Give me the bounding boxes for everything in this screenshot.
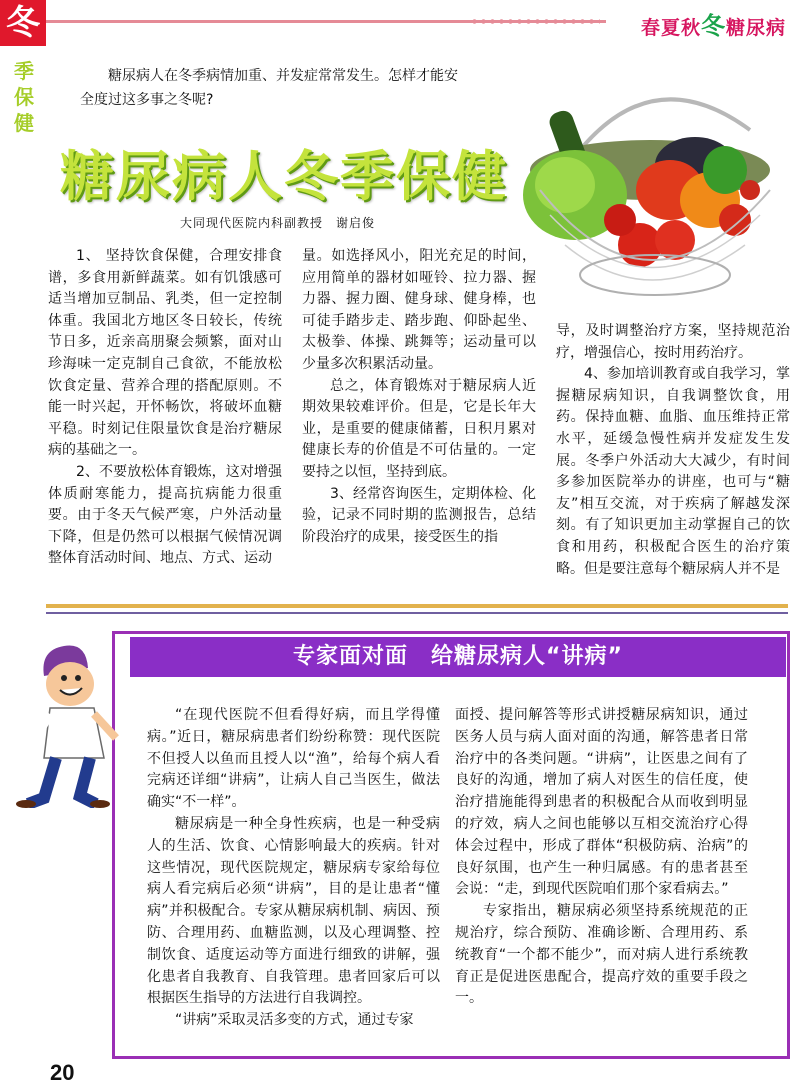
article-paragraph: 1、 坚持饮食保健，合理安排食谱，多食用新鲜蔬菜。如有饥饿感可适当增加豆制品、乳类，但一定控制体重。我国北方地区冬日较长，传统节日多，近亲高朋聚会频繁，面对山珍海味一定克制自己食欲，不能放松饮食定量、营养合理的搭配原则。不能一时兴起，开怀畅饮，将破坏血糖平稳。时刻记住限量饮食是治疗糖尿病的基础之一。 (48, 248, 282, 459)
feature-banner: 专家面对面 给糖尿病人“讲病” (130, 637, 786, 677)
article-paragraph: 总之，体育锻炼对于糖尿病人近期效果较难评价。但是，它是长年大业，是重要的健康储蓄，日积月累对健康长寿的价值是不可估量的。一定要持之以恒，坚持到底。 (302, 377, 536, 480)
feature-column-left (147, 705, 440, 1032)
feature-paragraph: 面授、提问解答等形式讲授糖尿病知识，通过医务人员与病人面对面的沟通，解答患者日常治疗中的各类问题。“讲病”，让医患之间有了良好的沟通，增加了病人对医生的信任度，使治疗措施能得到患者的积极配合从而收到明显的疗效，病人之间也能够以互相交流治疗心得体会过程中，形成了群体“积极防病、治病”的良好氛围，也产生一种归属感。有的患者甚至会说：“走，到现代医院咱们那个家看病去。” (455, 707, 748, 898)
series-highlight: 冬 (700, 11, 726, 40)
article-column-2 (302, 246, 536, 548)
feature-column-right (455, 705, 748, 1010)
article-intro: 糖尿病人在冬季病情加重、并发症常常发生。怎样才能安全度过这多事之冬呢? (80, 68, 458, 108)
vertical-label (12, 58, 36, 136)
article-paragraph: 导，及时调整治疗方案，坚持规范治疗，增强信心，按时用药治疗。 (556, 323, 790, 361)
cartoon-doctor-image (14, 628, 124, 808)
feature-paragraph: “讲病”采取灵活多变的方式，通过专家 (175, 1012, 414, 1029)
article-paragraph: 4、参加培训教育或自我学习，掌握糖尿病知识，自我调整饮食，用药。保持血糖、血脂、血压维持正常水平，延缓急慢性病并发症发生发展。冬季户外活动大大减少，有时间多参加医院举办的讲座，也可与“糖友”相互交流，对于疾病了解越发深刻。有了知识更加主动掌握自己的饮食和用药，积极配合医生的治疗策略。但是要注意每个糖尿病人并不是 (556, 366, 790, 577)
article-paragraph: 3、经常咨询医生，定期体检、化验，记录不同时期的监测报告，总结阶段治疗的成果，接受医生的指 (302, 485, 536, 545)
article-title: 糖尿病人冬季保健 (60, 145, 508, 208)
vertical-char: 保 (14, 85, 34, 109)
series-part1: 春夏秋 (640, 17, 701, 39)
vegetable-basket-image (520, 70, 790, 310)
header-dots (470, 17, 600, 26)
section-tag: 冬 (0, 0, 46, 46)
feature-paragraph: “在现代医院不但看得好病，而且学得懂病。”近日，糖尿病患者们纷纷称赞：现代医院不但授人以鱼而且授人以“渔”，给每个病人看完病还详细“讲病”，让病人自己当医生，做法确实“不一样”。 (147, 707, 440, 811)
section-divider (46, 604, 788, 608)
feature-paragraph: 专家指出，糖尿病必须坚持系统规范的正规治疗，综合预防、准确诊断、合理用药、系统教育“一个都不能少”，而对病人进行系统教育正是促进医患配合，提高疗效的重要手段之一。 (455, 903, 748, 1007)
series-title (641, 6, 786, 41)
article-paragraph: 量。如选择风小，阳光充足的时间，应用简单的器材如哑铃、拉力器、握力器、握力圈、健身球、健身棒，也可徒手踏步走、踏步跑、仰卧起坐、太极拳、体操、跳舞等；运动量可以少量多次积累活动量。 (302, 248, 536, 372)
article-paragraph: 2、不要放松体育锻炼，这对增强体质耐寒能力，提高抗病能力很重要。由于冬天气候严寒，户外活动量下降，但是仍然可以根据气候情况调整体育活动时间、地点、方式、运动 (48, 463, 282, 567)
vertical-char: 季 (14, 59, 34, 83)
section-divider (46, 612, 788, 614)
series-part2: 糖尿病 (725, 17, 786, 39)
article-byline: 大同现代医院内科副教授 谢启俊 (180, 216, 376, 230)
page-number: 20 (50, 1060, 75, 1085)
vertical-char: 健 (14, 111, 34, 135)
article-column-1 (48, 246, 282, 570)
feature-paragraph: 糖尿病是一种全身性疾病，也是一种受病人的生活、饮食、心情影响最大的疾病。针对这些情况，现代医院规定，糖尿病专家给每位病人看完病后必须“讲病”，目的是让患者“懂病”并积极配合。专家从糖尿病机制、病因、预防、合理用药、血糖监测，以及心理调整、控制饮食、适度运动等方面进行细致的讲解，强化患者自我教育、自我管理。患者回家后可以根据医生指导的方法进行自我调控。 (147, 815, 440, 1007)
article-column-3 (556, 321, 790, 580)
